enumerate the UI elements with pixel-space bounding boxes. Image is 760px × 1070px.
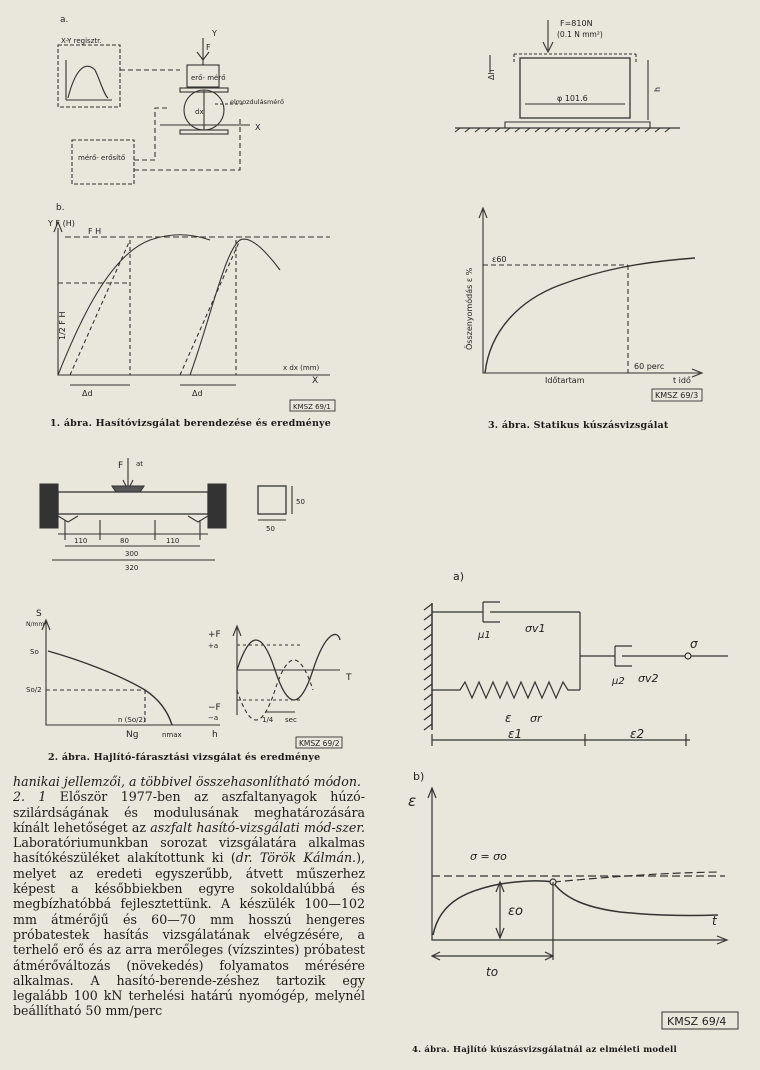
fig4-stamp: KMSZ 69/4 [667,1015,727,1028]
graph4-curve-rise [433,881,553,935]
model-spring [432,682,580,698]
fig4-caption: 4. ábra. Hajlító kúszásvizsgálatnál az elméleti modell [412,1045,677,1055]
fig1-axis-y: Y [212,29,217,38]
graph2-mf: −F [208,703,221,713]
fig3-load-1: F=810N [560,19,593,28]
graph2-n: n (So/2) [118,716,146,724]
fig4-mu2: μ2 [612,676,625,687]
body-line-italic: hanikai jellemzői, a többivel összehasonlítható módon. [13,774,361,789]
fig3-caption: 3. ábra. Statikus kúszásvizsgálat [488,420,669,431]
graph4-eps-axis: ε [408,792,417,810]
p2-text-a: Először 1977-ben az aszfaltanyagok húzó-szilárdságának és modulusának meghatározására kínált lehetőséget az [13,789,365,835]
graph2-pf: +F [208,630,221,640]
graph1-y-label: Y F (H) [48,219,75,228]
graph4-sigma-eq: σ = σo [470,850,507,863]
fig2-dim-110-right: 110 [166,537,180,545]
fig4-e2: ε2 [630,727,645,741]
fig2-dim-320: 320 [125,564,139,572]
graph1-x-label: x dx (mm) [283,364,320,372]
graph3-t-label: t idő [673,376,691,385]
fig4-sv1: σv1 [525,622,546,635]
fig4-e1: ε1 [508,727,523,741]
fig3-stamp: KMSZ 69/3 [655,391,699,400]
fig2-dim-300: 300 [125,550,139,558]
graph2-quarter: 1/4 [262,716,274,724]
fig4-panel-a: a) [453,570,465,583]
graph1-axis-x: X [312,376,319,386]
graph3-y-label: Összenyomódás ε % [465,267,474,350]
graph2-h-axis: h [212,730,218,740]
fig3-diameter: φ 101.6 [557,94,588,103]
displacement-meter-label: elmozdulásmérő [230,98,284,106]
graph2-so: So [30,648,39,656]
graph2-nmax: nmax [162,731,182,739]
graph2-ma: −a [208,714,219,722]
graph3-e60: ε60 [492,255,507,264]
p2-method-name: aszfalt hasító-vizsgálati mód-szer. [150,819,365,835]
fig2-dim-50-v: 50 [296,498,305,506]
fig3-dh: Δh [487,69,496,80]
fig2-dim-50-h: 50 [266,525,275,533]
graph2-t: T [346,673,352,683]
graph4-t0: to [486,965,499,979]
graph1-ad-right: Δd [192,389,203,398]
fig1-caption: 1. ábra. Hasítóvizsgálat berendezése és eredménye [50,418,332,429]
fig4-sr: σr [530,712,542,725]
graph1-half-fh-label: 1/2 F H [58,311,67,340]
fig1-axis-f: F [206,43,211,52]
xy-recorder-label: X-Y regisztr. [61,37,102,45]
graph2-pa: +a [208,642,219,650]
graph4-eps0: εo [508,904,523,919]
graph4-t-axis: t [712,914,717,928]
body-paragraph-2 [13,789,365,1018]
p2-author: dr. Török Kálmán. [235,850,357,866]
graph2-so2: So/2 [26,686,42,694]
fig2-caption: 2. ábra. Hajlító-fárasztási vizsgálat és eredménye [48,752,321,763]
fig4-mu1: μ1 [478,630,491,641]
fig1-stamp: KMSZ 69/1 [293,403,331,411]
fig1-axis-x: X [255,123,261,132]
fig4-eps: ε [505,711,512,725]
graph1-ad-left: Δd [82,389,93,398]
fig2-f-label: F [118,461,124,471]
graph3-sixty: 60 perc [634,362,665,371]
fig1-panel-b-label: b. [56,203,65,213]
fig3-load-2: (0.1 N mm²) [557,30,603,39]
graph2-s-axis: S [36,609,42,619]
measuring-amp-label: mérő- erősítő [78,154,126,162]
graph4-curve-fall [553,882,718,916]
graph2-sec: sec [285,716,297,724]
graph1-fh-label: F H [88,227,102,236]
force-meter-label: erő- mérő [191,74,226,82]
graph3-x-label: Időtartam [545,376,585,385]
body-text [13,774,365,1019]
fig4-sigma: σ [690,637,698,651]
p2-text-e: ), melyet az eredeti egyszerűbb, átvett műszerhez képest a későbbiekben egyre sokoldalúbbá és megbízhatóbbá fejlesztettünk. A készülék 100—102 mm átmérőjű és 60—70 mm hosszú hengeres próbatestek hasítás vizsgálatának elvégzésére, a terhelő erő és az arra merőleges (vízszintes) próbatest átmérőváltozás (növekedés) folyamatos mérésére alkalmas. A hasító-berende-zéshez tartozik egy legalább 100 kN terhelési határú nyomógép, melynél beállítható 50 mm/perc [13,850,365,1019]
fig4-sv2: σv2 [638,672,659,685]
fig1-dx-label: dx [195,108,204,116]
fig2-dim-110-left: 110 [74,537,88,545]
graph4-axes [432,790,725,940]
fig2-dim-80: 80 [120,537,129,545]
fig1-panel-a-label: a. [60,15,69,25]
graph4-curve-dashed [553,872,720,882]
fig2-at-label: at [136,460,144,468]
graph2-s-unit: N/mm² [26,621,47,628]
p2-text-c: Laboratóriumunkban sorozat vizsgálatára alkalmas hasítókészüléket alakítottunk ki ( [13,835,365,866]
fig3-h: h [653,86,662,92]
paragraph-number: 2. 1 [13,789,47,805]
fig2-stamp: KMSZ 69/2 [299,739,340,748]
fig4-panel-b: b) [413,770,425,783]
graph2-ng: Ng [126,730,139,740]
